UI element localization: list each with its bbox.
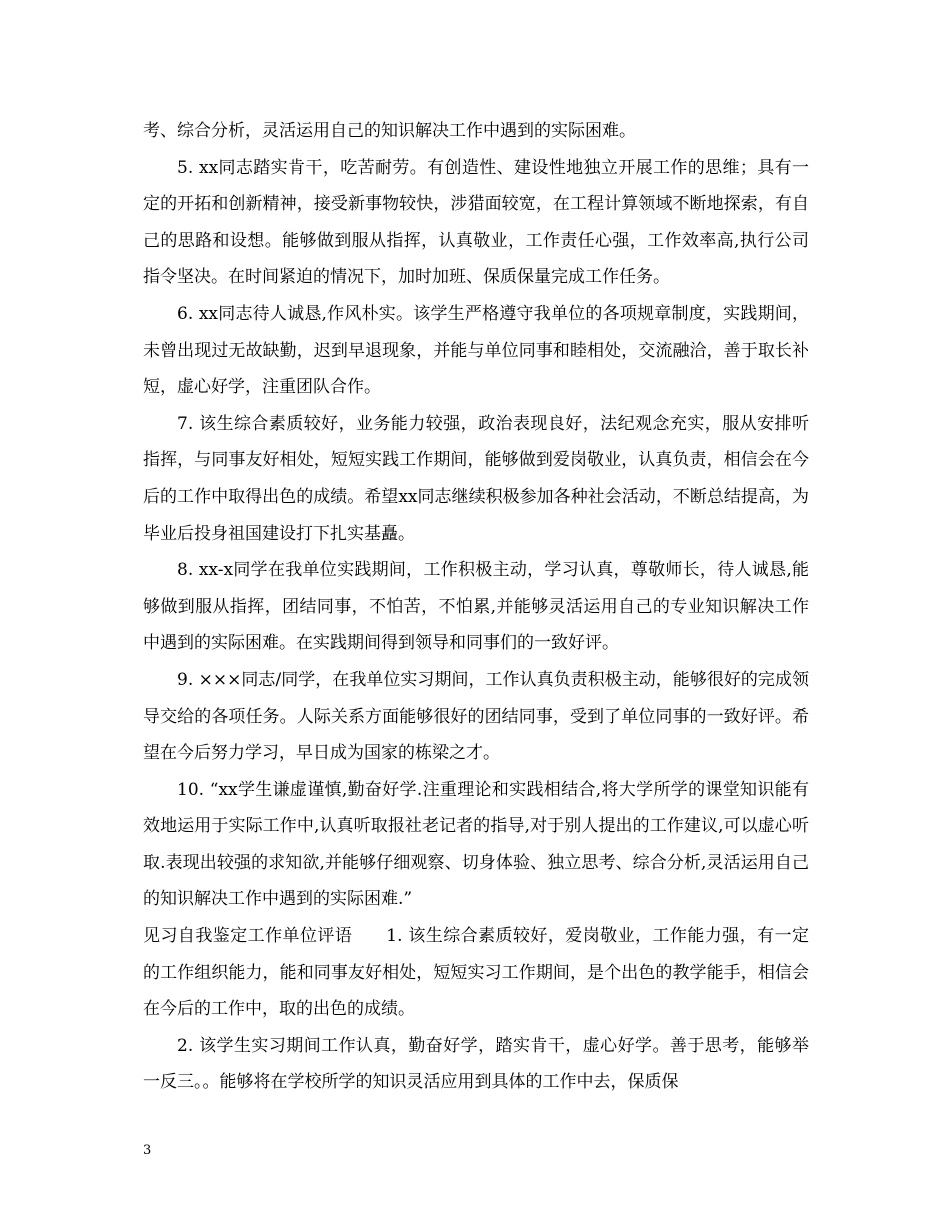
paragraph-item-8: 8. xx-x同学在我单位实践期间，工作积极主动，学习认真，尊敬师长，待人诚恳,能够做到服从指挥，团结同事，不怕苦，不怕累,并能够灵活运用自己的专业知识解决工作中遇到的实际困难。在实践期间得到领导和同事们的一致好评。 [143, 560, 809, 654]
page-number: 3 [143, 1143, 152, 1158]
section-paragraph [143, 918, 809, 1028]
paragraph-item-9: 9. ×××同志/同学，在我单位实习期间，工作认真负责积极主动，能够很好的完成领导交给的各项任务。人际关系方面能够很好的团结同事，受到了单位同事的一致好评。希望在今后努力学习，早日成为国家的栋梁之才。 [143, 669, 809, 764]
paragraph-item-6: 6. xx同志待人诚恳,作风朴实。该学生严格遵守我单位的各项规章制度，实践期间，未曾出现过无故缺勤，迟到早退现象，并能与单位同事和睦相处，交流融洽，善于取长补短，虚心好学，注重团队合作。 [143, 303, 809, 398]
paragraph-continuation: 考、综合分析，灵活运用自己的知识解决工作中遇到的实际困难。 [143, 121, 636, 141]
paragraph-item-7: 7. 该生综合素质较好，业务能力较强，政治表现良好，法纪观念充实，服从安排听指挥，与同事友好相处，短短实践工作期间，能够做到爱岗敬业，认真负责，相信会在今后的工作中取得出色的成绩。希望xx同志继续积极参加各种社会活动，不断总结提高，为毕业后投身祖国建设打下扎实基矗。 [143, 413, 809, 544]
paragraph-item-10: 10. “xx学生谦虚谨慎,勤奋好学.注重理论和实践相结合,将大学所学的课堂知识能有效地运用于实际工作中,认真听取报社老记者的指导,对于别人提出的工作建议,可以虚心听取.表现出较强的求知欲,并能够仔细观察、切身体验、独立思考、综合分析,灵活运用自己的知识解决工作中遇到的实际困难.” [143, 779, 809, 910]
paragraph-item-2: 2. 该学生实习期间工作认真，勤奋好学，踏实肯干，虚心好学。善于思考，能够举一反三。。能够将在学校所学的知识灵活应用到具体的工作中去，保质保 [143, 1035, 809, 1093]
document-body [143, 113, 809, 1101]
paragraph-item-5: 5. xx同志踏实肯干，吃苦耐劳。有创造性、建设性地独立开展工作的思维；具有一定的开拓和创新精神，接受新事物较快，涉猎面较宽，在工程计算领域不断地探索，有自己的思路和设想。能够做到服从指挥，认真敬业，工作责任心强，工作效率高,执行公司指令坚决。在时间紧迫的情况下，加时加班、保质保量完成工作任务。 [143, 157, 809, 288]
section-item-1: 1. 该生综合素质较好，爱岗敬业，工作能力强，有一定的工作组织能力，能和同事友好相处，短短实习工作期间，是个出色的教学能手，相信会在今后的工作中，取的出色的成绩。 [143, 926, 810, 1020]
section-heading: 见习自我鉴定工作单位评语 [143, 926, 353, 947]
